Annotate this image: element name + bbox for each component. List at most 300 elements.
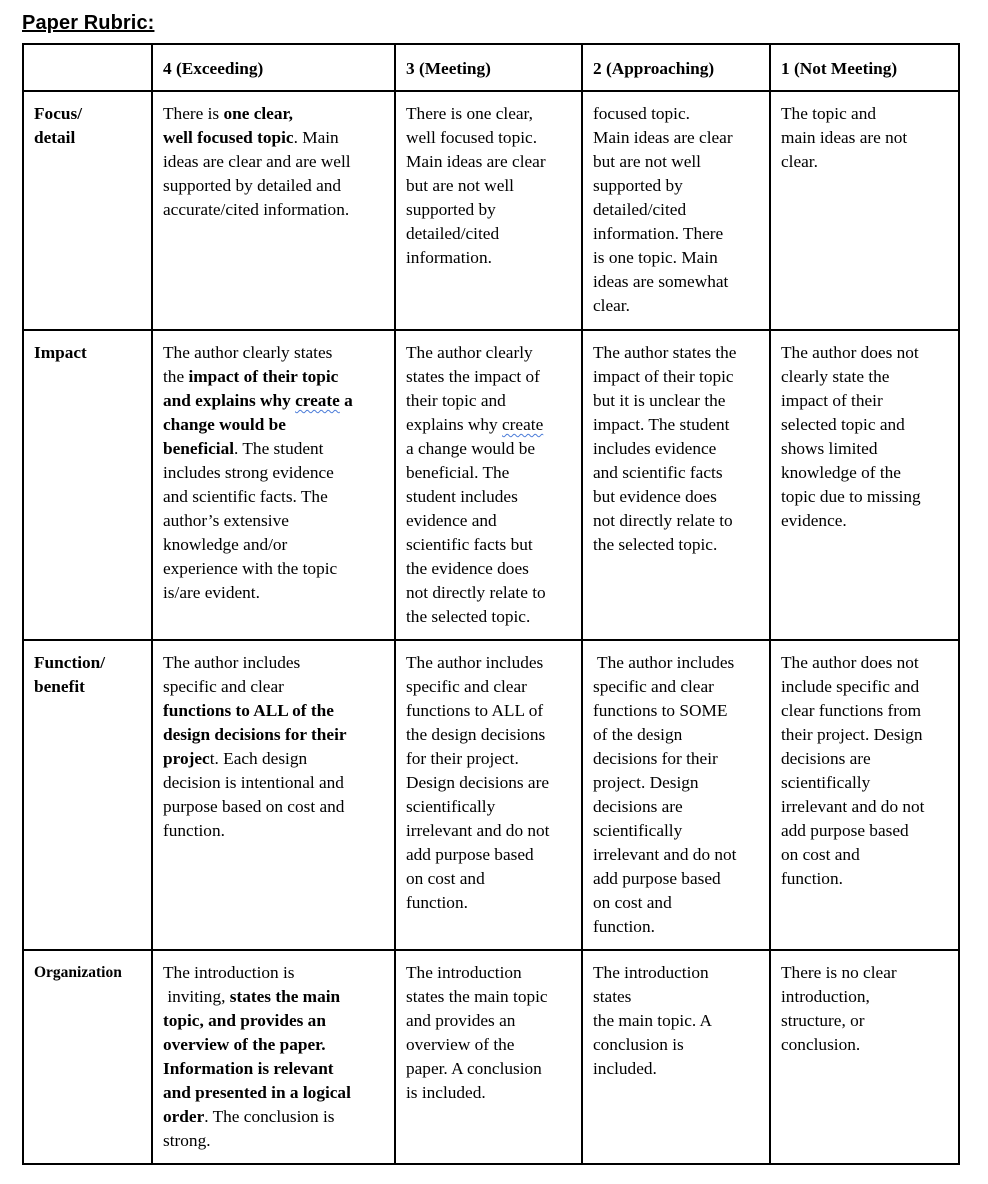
text-segment: accurate/cited information. — [163, 200, 350, 219]
cell-text-line — [163, 819, 384, 843]
text-segment: projec — [163, 749, 210, 768]
text-segment: The author includes — [593, 653, 735, 672]
text-segment: scientifically — [593, 821, 683, 840]
cell-text-line — [163, 1057, 384, 1081]
cell-text-line — [406, 675, 571, 699]
text-segment: topic, and provides an — [163, 1011, 326, 1030]
cell-text-line — [593, 1057, 759, 1081]
cell-text-line — [163, 581, 384, 605]
cell-text-line — [593, 1033, 759, 1057]
cell-text-line — [406, 961, 571, 985]
cell-text-line — [406, 819, 571, 843]
text-segment: clearly state the — [781, 367, 890, 386]
rubric-cell-meeting — [395, 330, 582, 640]
text-segment: purpose based on cost and — [163, 797, 345, 816]
cell-text-line — [593, 126, 759, 150]
text-segment: is/are evident. — [163, 583, 260, 602]
cell-text-line — [593, 389, 759, 413]
text-segment: focused topic. — [593, 104, 690, 123]
cell-text-line — [406, 150, 571, 174]
cell-text-line — [781, 365, 948, 389]
text-segment: their topic and — [406, 391, 506, 410]
cell-text-line — [781, 126, 948, 150]
text-segment: included. — [593, 1059, 657, 1078]
cell-text-line — [406, 1081, 571, 1105]
cell-text-line — [163, 365, 384, 389]
cell-text-line — [406, 198, 571, 222]
cell-text-line — [163, 485, 384, 509]
cell-text-line — [163, 1009, 384, 1033]
cell-text-line — [406, 413, 571, 437]
cell-text-line — [593, 485, 759, 509]
cell-text-line — [406, 985, 571, 1009]
text-segment: The author does not — [781, 343, 919, 362]
text-segment: The author does not — [781, 653, 919, 672]
cell-text-line — [406, 699, 571, 723]
cell-text-line — [163, 1105, 384, 1129]
text-segment: overview of the — [406, 1035, 515, 1054]
text-segment: and explains why — [163, 391, 296, 410]
rubric-cell-meeting — [395, 640, 582, 950]
text-segment: functions to ALL of the — [163, 701, 334, 720]
cell-text-line — [406, 533, 571, 557]
text-segment: include specific and — [781, 677, 920, 696]
text-segment: impact of their topic — [188, 367, 339, 386]
text-segment: of the design — [593, 725, 683, 744]
cell-text-line — [163, 961, 384, 985]
cell-text-line — [593, 413, 759, 437]
text-segment: supported by — [593, 176, 683, 195]
text-segment: scientifically — [406, 797, 496, 816]
text-segment: scientific facts but — [406, 535, 533, 554]
cell-text-line — [406, 605, 571, 629]
header-cell-approaching: 2 (Approaching) — [582, 44, 770, 91]
cell-text-line — [781, 747, 948, 771]
cell-text-line — [593, 747, 759, 771]
text-segment: main ideas are not — [781, 128, 908, 147]
rubric-cell-not-meeting — [770, 950, 959, 1164]
table-row — [23, 91, 959, 330]
text-segment: The author clearly — [406, 343, 533, 362]
cell-text-line — [406, 461, 571, 485]
cell-text-line — [406, 246, 571, 270]
rubric-cell-meeting — [395, 950, 582, 1164]
cell-text-line — [406, 843, 571, 867]
cell-text-line — [163, 341, 384, 365]
text-segment: t. Each design — [209, 749, 308, 768]
text-segment: overview of the paper. — [163, 1035, 326, 1054]
rubric-cell-not-meeting — [770, 640, 959, 950]
text-segment: clear functions from — [781, 701, 922, 720]
cell-text-line — [593, 294, 759, 318]
cell-text-line — [163, 557, 384, 581]
cell-text-line — [781, 461, 948, 485]
text-segment: states the main topic — [406, 987, 548, 1006]
cell-text-line — [163, 102, 384, 126]
text-segment: but are not well — [593, 152, 701, 171]
text-segment: The introduction is — [163, 963, 295, 982]
text-segment: The author includes — [406, 653, 544, 672]
cell-text-line — [163, 747, 384, 771]
text-segment: on cost and — [781, 845, 860, 864]
text-segment: Design decisions are — [406, 773, 550, 792]
header-row — [23, 44, 959, 91]
cell-text-line — [781, 985, 948, 1009]
text-segment: experience with the topic — [163, 559, 338, 578]
text-segment: structure, or — [781, 1011, 865, 1030]
text-segment: supported by — [406, 200, 496, 219]
cell-text-line — [406, 1009, 571, 1033]
text-segment: The author includes — [163, 653, 301, 672]
header-cell-blank — [23, 44, 152, 91]
criterion-label: benefit — [34, 677, 85, 696]
cell-text-line — [593, 461, 759, 485]
text-segment: knowledge and/or — [163, 535, 288, 554]
cell-text-line — [593, 771, 759, 795]
cell-text-line — [163, 437, 384, 461]
text-segment: add purpose based — [593, 869, 721, 888]
cell-text-line — [781, 795, 948, 819]
cell-text-line — [593, 867, 759, 891]
cell-text-line — [163, 723, 384, 747]
cell-text-line — [593, 699, 759, 723]
header-cell-exceeding: 4 (Exceeding) — [152, 44, 395, 91]
cell-text-line — [593, 723, 759, 747]
rubric-cell-not-meeting — [770, 91, 959, 330]
cell-text-line — [163, 795, 384, 819]
cell-text-line — [593, 675, 759, 699]
text-segment: information. — [406, 248, 492, 267]
criterion-label: detail — [34, 128, 76, 147]
text-segment: ideas are somewhat — [593, 272, 729, 291]
text-segment: states the main — [229, 987, 341, 1006]
header-cell-not-meeting: 1 (Not Meeting) — [770, 44, 959, 91]
text-segment: scientifically — [781, 773, 871, 792]
rubric-cell-not-meeting — [770, 330, 959, 640]
cell-text-line — [781, 771, 948, 795]
text-segment: The author clearly states — [163, 343, 333, 362]
text-segment: There is no clear — [781, 963, 897, 982]
rubric-cell-meeting — [395, 91, 582, 330]
text-segment: add purpose based — [406, 845, 534, 864]
text-segment: explains why — [406, 415, 502, 434]
cell-text-line — [781, 699, 948, 723]
text-segment: conclusion is — [593, 1035, 684, 1054]
cell-text-line — [781, 509, 948, 533]
text-segment: decisions are — [781, 749, 871, 768]
cell-text-line — [781, 437, 948, 461]
criterion-cell — [23, 330, 152, 640]
cell-text-line — [593, 437, 759, 461]
text-segment: impact of their topic — [593, 367, 734, 386]
text-segment: their project. Design — [781, 725, 923, 744]
text-segment: not directly relate to — [593, 511, 733, 530]
header-cell-meeting: 3 (Meeting) — [395, 44, 582, 91]
text-segment: . Main — [293, 128, 339, 147]
cell-text-line — [406, 1057, 571, 1081]
rubric-cell-approaching — [582, 91, 770, 330]
cell-text-line — [406, 795, 571, 819]
cell-text-line — [406, 747, 571, 771]
text-segment: the selected topic. — [406, 607, 531, 626]
text-segment: states the impact of — [406, 367, 540, 386]
table-row — [23, 950, 959, 1164]
text-segment: function. — [781, 869, 843, 888]
text-segment: function. — [163, 821, 225, 840]
rubric-cell-exceeding — [152, 640, 395, 950]
text-segment: student includes — [406, 487, 518, 506]
cell-text-line — [406, 174, 571, 198]
cell-text-line — [593, 1009, 759, 1033]
text-segment: the main topic. A — [593, 1011, 713, 1030]
cell-text-line — [406, 365, 571, 389]
text-segment: on cost and — [593, 893, 672, 912]
rubric-cell-exceeding — [152, 330, 395, 640]
text-segment: author’s extensive — [163, 511, 289, 530]
text-segment: clear. — [781, 152, 818, 171]
text-segment: a change would be — [406, 439, 536, 458]
cell-text-line — [593, 961, 759, 985]
text-segment: introduction, — [781, 987, 870, 1006]
cell-text-line — [406, 222, 571, 246]
page-title: Paper Rubric: — [22, 12, 155, 34]
cell-text-line — [406, 771, 571, 795]
text-segment: one clear, — [223, 104, 293, 123]
text-segment: topic due to missing — [781, 487, 921, 506]
cell-text-line — [593, 533, 759, 557]
text-segment: on cost and — [406, 869, 485, 888]
text-segment: is one topic. Main — [593, 248, 718, 267]
cell-text-line — [163, 126, 384, 150]
text-segment: strong. — [163, 1131, 211, 1150]
text-segment: irrelevant and do not — [406, 821, 550, 840]
cell-text-line — [593, 270, 759, 294]
cell-text-line — [593, 365, 759, 389]
cell-text-line — [593, 222, 759, 246]
rubric-table — [22, 43, 960, 1165]
text-segment: Main ideas are clear — [593, 128, 733, 147]
cell-text-line — [406, 1033, 571, 1057]
cell-text-line — [406, 581, 571, 605]
criterion-label: Focus/ — [34, 104, 83, 123]
cell-text-line — [593, 174, 759, 198]
cell-text-line — [163, 651, 384, 675]
text-segment: order — [163, 1107, 205, 1126]
cell-text-line — [163, 198, 384, 222]
cell-text-line — [781, 389, 948, 413]
text-segment: and scientific facts. The — [163, 487, 328, 506]
text-segment: clear. — [593, 296, 630, 315]
cell-text-line — [406, 485, 571, 509]
text-segment: There is — [163, 104, 224, 123]
cell-text-line — [406, 867, 571, 891]
text-segment: add purpose based — [781, 821, 909, 840]
cell-text-line — [163, 1129, 384, 1153]
text-segment: well focused topic. — [406, 128, 538, 147]
text-segment: The author states the — [593, 343, 737, 362]
cell-text-line — [593, 843, 759, 867]
text-segment: not directly relate to — [406, 583, 546, 602]
text-segment: but it is unclear the — [593, 391, 726, 410]
cell-text-line — [593, 198, 759, 222]
text-segment: specific and clear — [163, 677, 284, 696]
cell-text-line — [781, 843, 948, 867]
criterion-label: Function/ — [34, 653, 106, 672]
text-segment: inviting, — [163, 987, 230, 1006]
cell-text-line — [406, 509, 571, 533]
criterion-label: Organization — [34, 964, 122, 981]
cell-text-line — [163, 533, 384, 557]
text-segment: information. There — [593, 224, 724, 243]
cell-text-line — [781, 485, 948, 509]
cell-text-line — [781, 961, 948, 985]
criterion-cell — [23, 91, 152, 330]
text-segment: and scientific facts — [593, 463, 723, 482]
text-segment: the design decisions — [406, 725, 546, 744]
text-segment: a — [339, 391, 353, 410]
cell-text-line — [406, 557, 571, 581]
text-segment: supported by detailed and — [163, 176, 342, 195]
cell-text-line — [163, 699, 384, 723]
cell-text-line — [406, 723, 571, 747]
text-segment: The introduction — [593, 963, 709, 982]
text-segment: but are not well — [406, 176, 514, 195]
text-segment: conclusion. — [781, 1035, 861, 1054]
cell-text-line — [593, 915, 759, 939]
text-segment: and presented in a logical — [163, 1083, 351, 1102]
cell-text-line — [781, 651, 948, 675]
text-segment: evidence and — [406, 511, 497, 530]
text-segment: ideas are clear and are well — [163, 152, 351, 171]
cell-text-line — [406, 102, 571, 126]
text-segment: selected topic and — [781, 415, 905, 434]
cell-text-line — [406, 389, 571, 413]
cell-text-line — [163, 509, 384, 533]
cell-text-line — [593, 651, 759, 675]
text-segment: change would be — [163, 415, 286, 434]
text-segment: is included. — [406, 1083, 486, 1102]
text-segment: function. — [406, 893, 468, 912]
spellcheck-flagged-word: create — [502, 415, 544, 434]
cell-text-line — [593, 509, 759, 533]
rubric-cell-exceeding — [152, 950, 395, 1164]
text-segment: but evidence does — [593, 487, 717, 506]
text-segment: specific and clear — [406, 677, 527, 696]
text-segment: irrelevant and do not — [781, 797, 925, 816]
text-segment: decisions for their — [593, 749, 718, 768]
text-segment: specific and clear — [593, 677, 714, 696]
table-row — [23, 330, 959, 640]
text-segment: Main ideas are clear — [406, 152, 546, 171]
cell-text-line — [406, 891, 571, 915]
cell-text-line — [593, 819, 759, 843]
text-segment: impact. The student — [593, 415, 730, 434]
text-segment: functions to ALL of — [406, 701, 544, 720]
cell-text-line — [593, 985, 759, 1009]
cell-text-line — [781, 1009, 948, 1033]
text-segment: and provides an — [406, 1011, 516, 1030]
text-segment: detailed/cited — [593, 200, 687, 219]
criterion-cell — [23, 950, 152, 1164]
cell-text-line — [163, 1081, 384, 1105]
cell-text-line — [781, 675, 948, 699]
rubric-cell-approaching — [582, 640, 770, 950]
text-segment: well focused topic — [163, 128, 294, 147]
text-segment: The topic and — [781, 104, 877, 123]
criterion-label: Impact — [34, 343, 87, 362]
text-segment: states — [593, 987, 632, 1006]
text-segment: functions to SOME — [593, 701, 728, 720]
text-segment: for their project. — [406, 749, 519, 768]
cell-text-line — [163, 675, 384, 699]
cell-text-line — [406, 341, 571, 365]
text-segment: evidence. — [781, 511, 847, 530]
text-segment: decision is intentional and — [163, 773, 344, 792]
cell-text-line — [593, 891, 759, 915]
text-segment: project. Design — [593, 773, 699, 792]
text-segment: the — [163, 367, 189, 386]
text-segment: paper. A conclusion — [406, 1059, 542, 1078]
text-segment: includes strong evidence — [163, 463, 334, 482]
cell-text-line — [781, 102, 948, 126]
text-segment: Information is relevant — [163, 1059, 334, 1078]
table-row — [23, 640, 959, 950]
rubric-cell-approaching — [582, 950, 770, 1164]
cell-text-line — [163, 461, 384, 485]
text-segment: irrelevant and do not — [593, 845, 737, 864]
rubric-cell-approaching — [582, 330, 770, 640]
text-segment: the selected topic. — [593, 535, 718, 554]
cell-text-line — [593, 341, 759, 365]
cell-text-line — [781, 723, 948, 747]
cell-text-line — [593, 102, 759, 126]
cell-text-line — [163, 985, 384, 1009]
cell-text-line — [406, 651, 571, 675]
criterion-cell — [23, 640, 152, 950]
text-segment: design decisions for their — [163, 725, 347, 744]
text-segment: There is one clear, — [406, 104, 533, 123]
rubric-body — [23, 44, 959, 1164]
text-segment: beneficial — [163, 439, 235, 458]
cell-text-line — [593, 795, 759, 819]
text-segment: decisions are — [593, 797, 683, 816]
cell-text-line — [163, 174, 384, 198]
spellcheck-flagged-word: create — [295, 391, 340, 410]
cell-text-line — [163, 1033, 384, 1057]
rubric-cell-exceeding — [152, 91, 395, 330]
text-segment: The introduction — [406, 963, 522, 982]
text-segment: includes evidence — [593, 439, 717, 458]
cell-text-line — [593, 246, 759, 270]
cell-text-line — [781, 341, 948, 365]
cell-text-line — [781, 1033, 948, 1057]
cell-text-line — [163, 150, 384, 174]
cell-text-line — [406, 437, 571, 461]
cell-text-line — [781, 150, 948, 174]
text-segment: knowledge of the — [781, 463, 901, 482]
cell-text-line — [781, 413, 948, 437]
cell-text-line — [781, 819, 948, 843]
text-segment: function. — [593, 917, 655, 936]
cell-text-line — [163, 389, 384, 413]
text-segment: detailed/cited — [406, 224, 500, 243]
cell-text-line — [163, 771, 384, 795]
cell-text-line — [163, 413, 384, 437]
cell-text-line — [406, 126, 571, 150]
text-segment: beneficial. The — [406, 463, 510, 482]
cell-text-line — [781, 867, 948, 891]
text-segment: shows limited — [781, 439, 878, 458]
